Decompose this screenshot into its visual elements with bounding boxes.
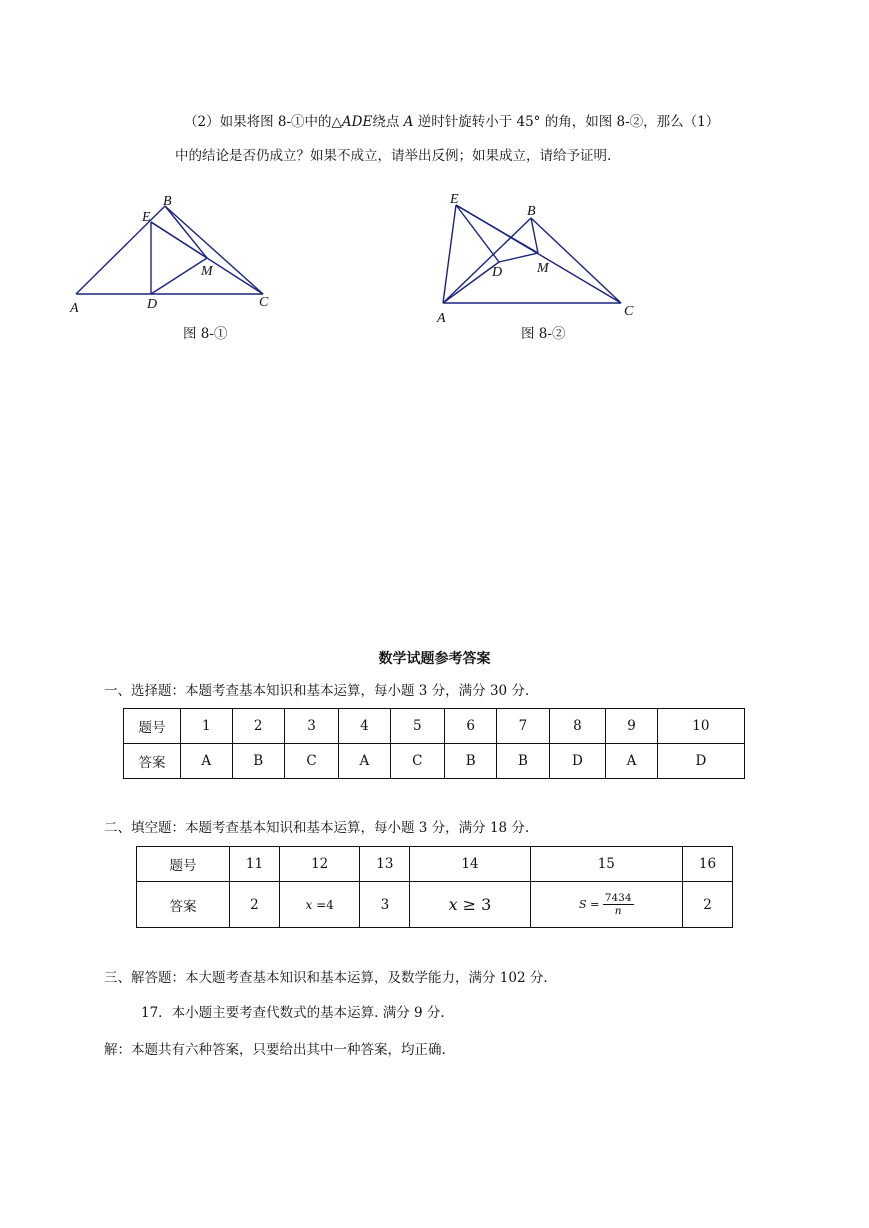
answer-12-var: x bbox=[305, 897, 313, 912]
answer-15-denominator: n bbox=[614, 905, 622, 917]
section-2-number-row bbox=[137, 847, 733, 882]
section-2-answer-header: 答案 bbox=[137, 882, 230, 928]
answer-12 bbox=[279, 882, 359, 928]
segment-ab-2 bbox=[443, 218, 531, 303]
answer-15-numerator: 7434 bbox=[604, 892, 632, 904]
answer-14 bbox=[410, 882, 530, 928]
section-1-table bbox=[123, 708, 745, 779]
section-1-number-row bbox=[124, 709, 745, 744]
question-line-2: 中的结论是否仍成立？如果不成立，请举出反例；如果成立，请给予证明. bbox=[175, 148, 612, 164]
segment-bm bbox=[165, 206, 207, 258]
question-line-1-post: 逆时针旋转小于 45° 的角，如图 8-②，那么（1） bbox=[413, 114, 720, 130]
solution-line: 解：本题共有六种答案，只要给出其中一种答案，均正确. bbox=[104, 1042, 446, 1058]
answer-14-rest: ≥ 3 bbox=[457, 895, 492, 914]
fig2-label-a: A bbox=[437, 311, 446, 326]
answer-12-rest: =4 bbox=[312, 897, 334, 912]
section-1-answer-cell: C bbox=[284, 744, 338, 779]
section-1-answer-header: 答案 bbox=[124, 744, 181, 779]
fig2-label-b: B bbox=[527, 204, 536, 219]
triangle-ade-label: ADE bbox=[341, 114, 373, 130]
answer-16: 2 bbox=[683, 882, 733, 928]
fig1-label-e: E bbox=[142, 210, 151, 225]
fig1-label-a: A bbox=[70, 301, 79, 316]
question-line-1-pre: （2）如果将图 8-①中的△ bbox=[184, 114, 342, 130]
answer-15-eq: = bbox=[586, 898, 603, 911]
figure-8-2-caption: 图 8-② bbox=[521, 326, 566, 342]
answer-15-fraction bbox=[603, 892, 634, 917]
fig2-label-e: E bbox=[450, 192, 459, 207]
fig1-label-b: B bbox=[163, 194, 172, 209]
figure-8-1-caption: 图 8-① bbox=[183, 326, 228, 342]
section-2-answer-row bbox=[137, 882, 733, 928]
section-1-number-header: 题号 bbox=[124, 709, 181, 744]
section-1-number-cell: 8 bbox=[549, 709, 606, 744]
section-1-number-cell: 5 bbox=[390, 709, 444, 744]
section-1-heading: 一、选择题：本题考查基本知识和基本运算，每小题 3 分，满分 30 分. bbox=[104, 683, 530, 699]
section-1-answer-cell: D bbox=[549, 744, 606, 779]
question-line-1-mid: 绕点 bbox=[372, 114, 404, 130]
figure-8-1-lines bbox=[76, 206, 263, 294]
segment-ed-2 bbox=[456, 205, 499, 262]
section-2-number-cell: 13 bbox=[360, 847, 410, 882]
segment-ec-2 bbox=[456, 205, 621, 303]
answer-13: 3 bbox=[360, 882, 410, 928]
question-17-line: 17．本小题主要考查代数式的基本运算. 满分 9 分. bbox=[141, 1005, 445, 1021]
figure-8-1 bbox=[0, 0, 869, 340]
fig1-label-m: M bbox=[201, 264, 213, 279]
answer-15 bbox=[530, 882, 682, 928]
section-1-number-cell: 9 bbox=[606, 709, 658, 744]
section-1-number-cell: 6 bbox=[445, 709, 497, 744]
segment-dm-2 bbox=[499, 253, 538, 262]
segment-ae-2 bbox=[443, 205, 456, 303]
section-1-answer-cell: A bbox=[606, 744, 658, 779]
fig1-label-d: D bbox=[147, 297, 158, 312]
section-2-number-cell: 12 bbox=[279, 847, 359, 882]
section-1-answer-cell: A bbox=[181, 744, 233, 779]
section-1-answer-cell: B bbox=[232, 744, 284, 779]
section-2-number-cell: 11 bbox=[230, 847, 280, 882]
fig2-label-m: M bbox=[537, 261, 549, 276]
section-1-number-cell: 10 bbox=[657, 709, 744, 744]
section-1-answer-cell: B bbox=[497, 744, 549, 779]
section-1-number-cell: 3 bbox=[284, 709, 338, 744]
section-2-number-header: 题号 bbox=[137, 847, 230, 882]
section-1-answer-cell: D bbox=[657, 744, 744, 779]
section-1-answer-row bbox=[124, 744, 745, 779]
section-1-answer-cell: B bbox=[445, 744, 497, 779]
answer-14-var: x bbox=[448, 895, 458, 914]
section-2-number-cell: 15 bbox=[530, 847, 682, 882]
point-a-label: A bbox=[403, 114, 414, 130]
section-1-number-cell: 1 bbox=[181, 709, 233, 744]
section-2-number-cell: 16 bbox=[683, 847, 733, 882]
section-1-number-cell: 2 bbox=[232, 709, 284, 744]
section-1-answer-cell: C bbox=[390, 744, 444, 779]
section-2-number-cell: 14 bbox=[410, 847, 530, 882]
section-2-table bbox=[136, 846, 733, 928]
section-1-number-cell: 7 bbox=[497, 709, 549, 744]
segment-bc bbox=[165, 206, 263, 294]
section-3-heading: 三、解答题：本大题考查基本知识和基本运算，及数学能力，满分 102 分. bbox=[104, 970, 548, 986]
section-1-answer-cell: A bbox=[339, 744, 391, 779]
fig1-label-c: C bbox=[259, 295, 269, 310]
segment-dm bbox=[151, 258, 207, 294]
section-1-number-cell: 4 bbox=[339, 709, 391, 744]
segment-ad-2 bbox=[443, 262, 499, 303]
answers-title: 数学试题参考答案 bbox=[378, 651, 491, 667]
section-2-heading: 二、填空题：本题考查基本知识和基本运算，每小题 3 分，满分 18 分. bbox=[104, 820, 530, 836]
fig2-label-c: C bbox=[624, 304, 634, 319]
answer-15-var: S bbox=[579, 898, 587, 911]
answer-11: 2 bbox=[230, 882, 280, 928]
fig2-label-d: D bbox=[492, 265, 503, 280]
figure-8-2-lines bbox=[443, 205, 621, 303]
